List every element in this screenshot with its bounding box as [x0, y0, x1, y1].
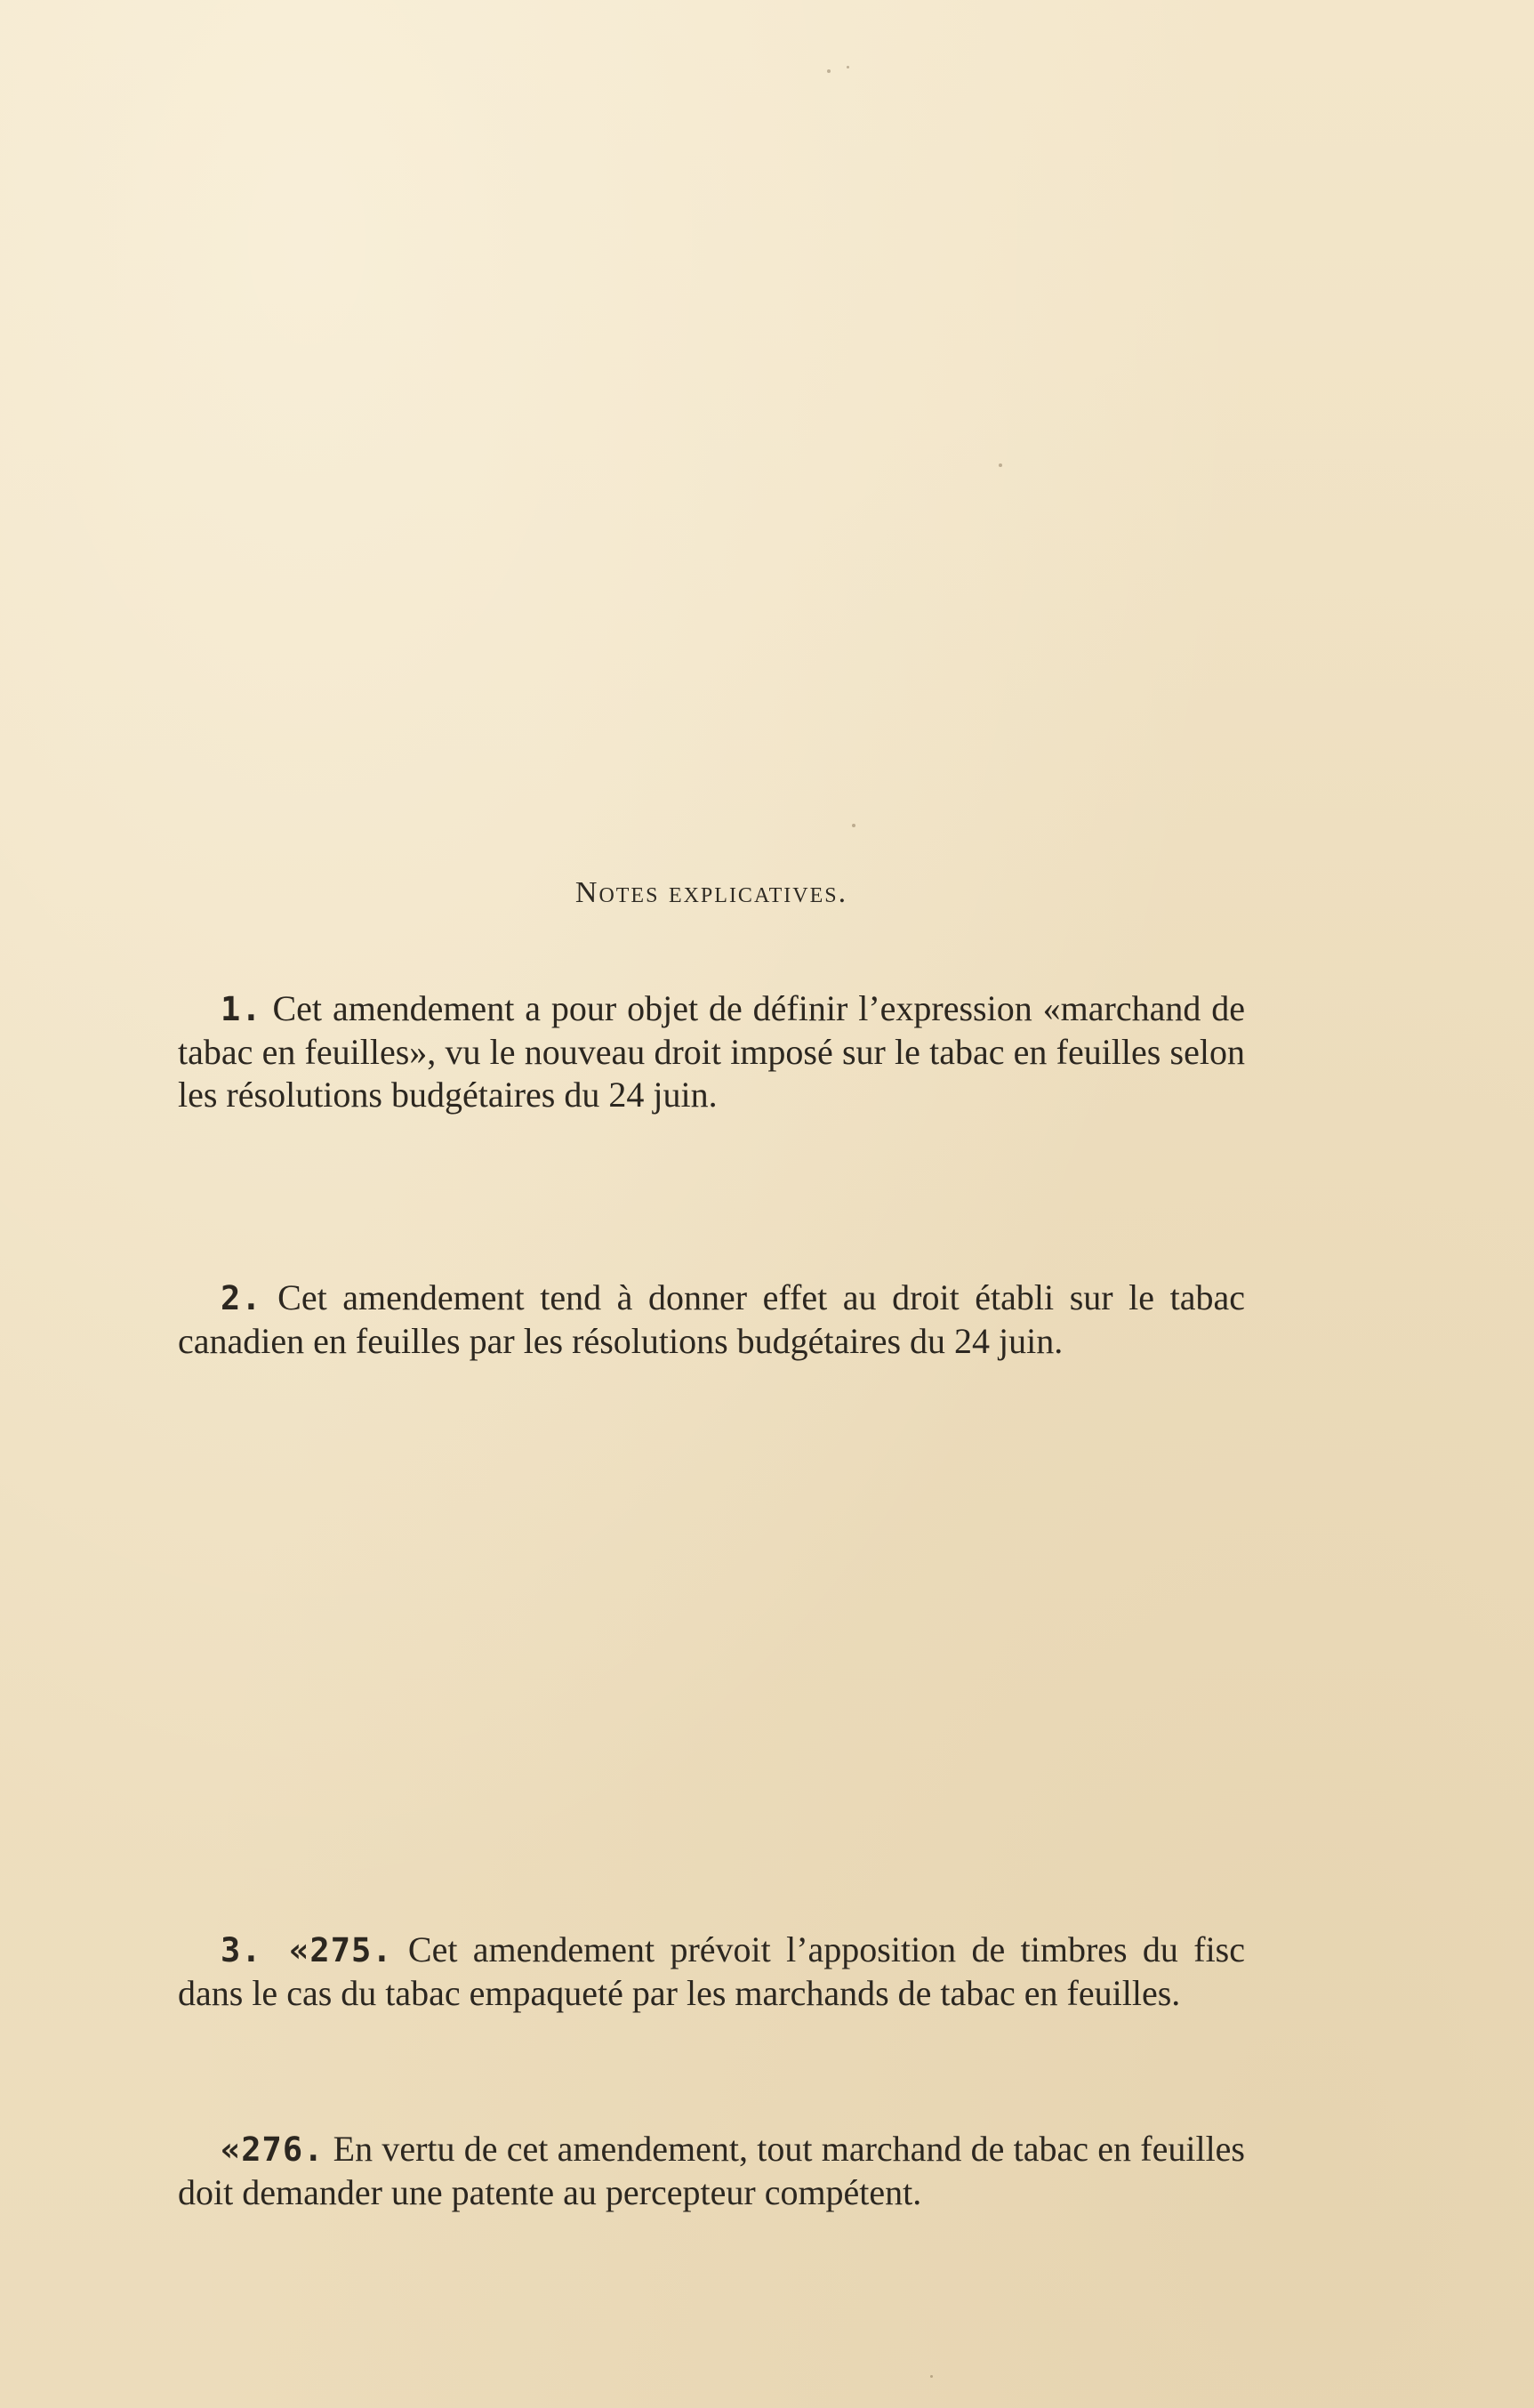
paper-speck: [930, 2375, 933, 2378]
paper-speck: [999, 463, 1002, 467]
note-number: 2.: [221, 1279, 262, 1317]
note-text: En vertu de cet amendement, tout marchand de tabac en feuilles doit demander une patente au percepteur compétent.: [178, 2129, 1246, 2212]
note-number: «276.: [221, 2130, 325, 2169]
note-number: 1.: [221, 990, 262, 1028]
note-text: Cet amendement a pour objet de définir l’expression «marchand de tabac en feuilles», vu le nouveau droit imposé sur le tabac en feuilles selon les résolutions budgétaires du 24 juin.: [178, 988, 1245, 1115]
note-paragraph: [178, 1929, 1245, 2015]
note-paragraph: [178, 987, 1245, 1116]
paper-speck: [852, 824, 855, 827]
note-text: Cet amendement prévoit l’apposition de timbres du fisc dans le cas du tabac empaqueté par les marchands de tabac en feuilles.: [178, 1929, 1245, 2013]
note-text: Cet amendement tend à donner effet au droit établi sur le tabac canadien en feuilles par les résolutions budgétaires du 24 juin.: [178, 1277, 1246, 1361]
paper-speck: [827, 69, 831, 73]
notes-heading: Notes explicatives.: [574, 876, 848, 909]
paper-speck: [847, 66, 849, 68]
note-number: 3. «275.: [221, 1931, 393, 1969]
note-paragraph: [178, 2128, 1245, 2214]
note-paragraph: [178, 1276, 1245, 1363]
